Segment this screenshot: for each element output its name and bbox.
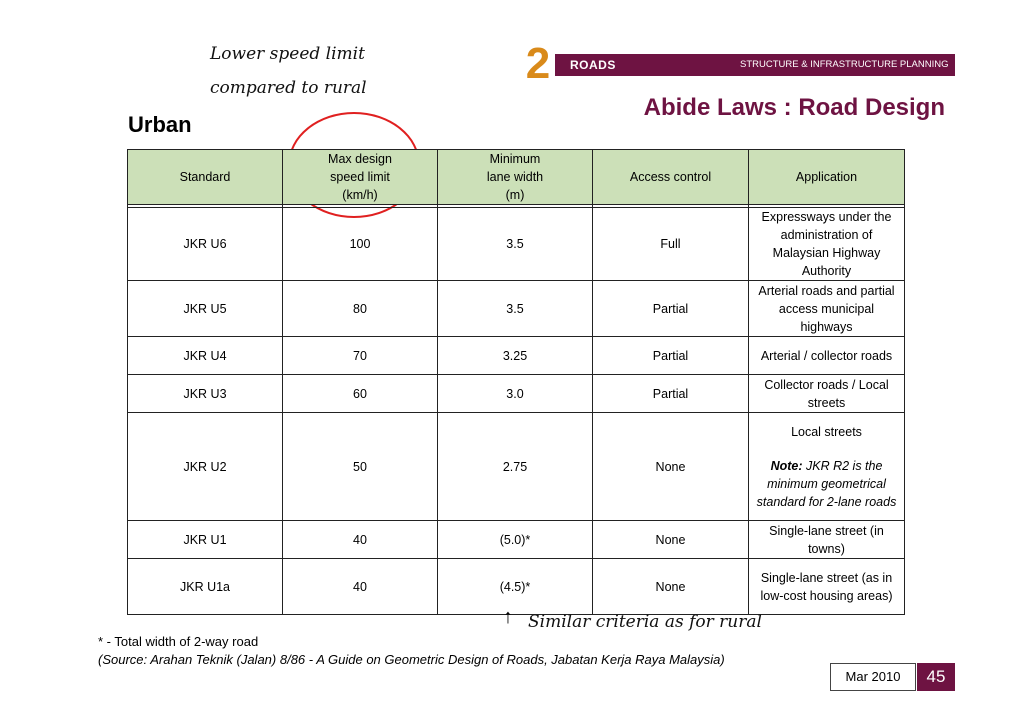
page-title: Abide Laws : Road Design — [643, 94, 945, 121]
header-right-label: STRUCTURE & INFRASTRUCTURE PLANNING — [740, 59, 949, 70]
cell-width: 2.75 — [438, 413, 593, 521]
header-standard: Standard — [128, 150, 283, 205]
table-row — [128, 337, 905, 375]
cell-width: 3.0 — [438, 375, 593, 413]
cell-access: Full — [593, 208, 749, 281]
cell-standard: JKR U6 — [128, 208, 283, 281]
table-row — [128, 208, 905, 281]
cell-access: None — [593, 521, 749, 559]
cell-access: Partial — [593, 375, 749, 413]
up-arrow-icon: ↑ — [503, 606, 513, 628]
cell-speed: 60 — [283, 375, 438, 413]
cell-access: Partial — [593, 281, 749, 337]
header-speed: Max design speed limit (km/h) — [283, 150, 438, 205]
road-standards-table — [127, 149, 905, 615]
cell-access: Partial — [593, 337, 749, 375]
cell-access: None — [593, 559, 749, 615]
table-row — [128, 281, 905, 337]
cell-application: Arterial roads and partial access municipal highways — [749, 281, 905, 337]
table-row — [128, 521, 905, 559]
cell-application — [749, 413, 905, 521]
handwritten-note-bottom: Similar criteria as for rural — [528, 612, 762, 632]
page-number: 45 — [917, 663, 955, 691]
footnote: * - Total width of 2-way road — [98, 634, 259, 649]
table-row — [128, 413, 905, 521]
note-label: Note: — [770, 458, 803, 473]
section-number: 2 — [525, 39, 551, 88]
cell-application: Expressways under the administration of Malaysian Highway Authority — [749, 208, 905, 281]
header-width: Minimum lane width (m) — [438, 150, 593, 205]
cell-width: (5.0)* — [438, 521, 593, 559]
cell-standard: JKR U4 — [128, 337, 283, 375]
cell-standard: JKR U5 — [128, 281, 283, 337]
cell-application: Arterial / collector roads — [749, 337, 905, 375]
header-application: Application — [749, 150, 905, 205]
handwritten-note-line2: compared to rural — [210, 78, 367, 98]
cell-speed: 70 — [283, 337, 438, 375]
source-citation: (Source: Arahan Teknik (Jalan) 8/86 - A Guide on Geometric Design of Roads, Jabatan Kerja Raya Malaysia) — [98, 652, 725, 667]
cell-standard: JKR U1 — [128, 521, 283, 559]
footer-date: Mar 2010 — [830, 663, 916, 691]
subtitle: Urban — [128, 112, 192, 137]
cell-application: Collector roads / Local streets — [749, 375, 905, 413]
cell-width: 3.5 — [438, 281, 593, 337]
cell-speed: 50 — [283, 413, 438, 521]
cell-speed: 40 — [283, 559, 438, 615]
cell-standard: JKR U3 — [128, 375, 283, 413]
cell-width: 3.25 — [438, 337, 593, 375]
application-main: Local streets — [791, 424, 862, 439]
cell-width: (4.5)* — [438, 559, 593, 615]
application-note — [753, 457, 900, 511]
cell-application: Single-lane street (as in low-cost housing areas) — [749, 559, 905, 615]
cell-standard: JKR U1a — [128, 559, 283, 615]
cell-speed: 80 — [283, 281, 438, 337]
cell-application: Single-lane street (in towns) — [749, 521, 905, 559]
handwritten-note-line1: Lower speed limit — [210, 44, 365, 64]
cell-speed: 100 — [283, 208, 438, 281]
table-row — [128, 375, 905, 413]
table-row — [128, 559, 905, 615]
cell-width: 3.5 — [438, 208, 593, 281]
header-access: Access control — [593, 150, 749, 205]
cell-standard: JKR U2 — [128, 413, 283, 521]
section-label: ROADS — [570, 58, 616, 72]
cell-access: None — [593, 413, 749, 521]
note-text: JKR R2 is the minimum geometrical standard for 2-lane roads — [756, 458, 897, 509]
cell-speed: 40 — [283, 521, 438, 559]
table-header-row — [128, 150, 905, 205]
